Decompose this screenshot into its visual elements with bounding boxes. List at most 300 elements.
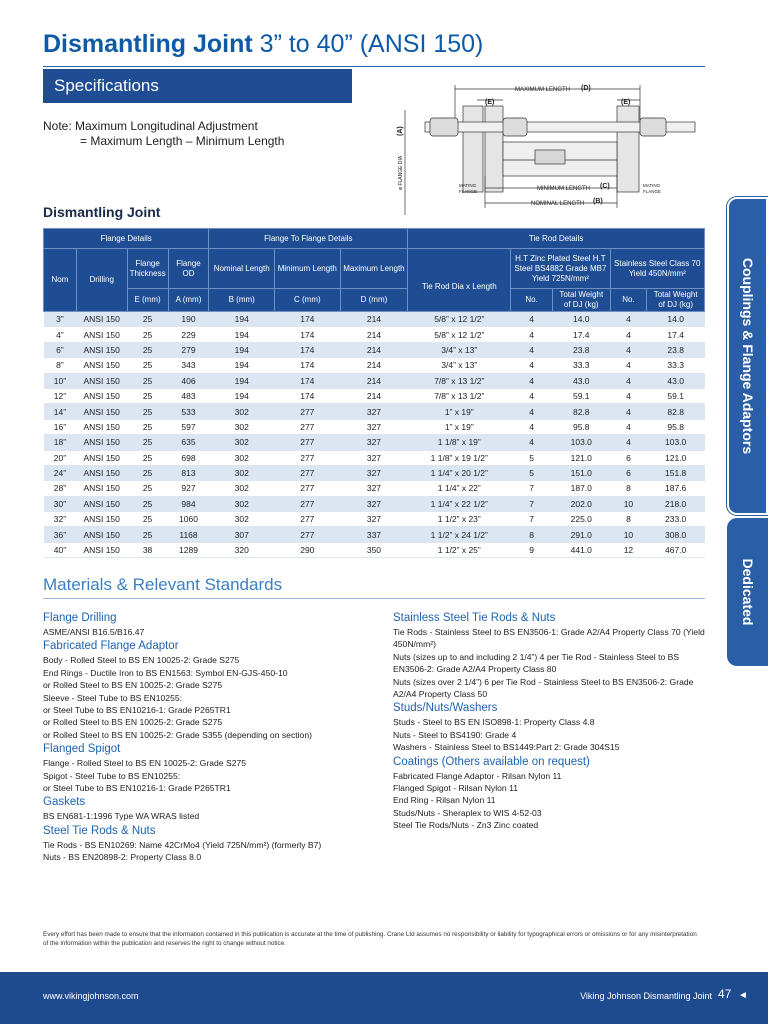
table-cell: 214 [340, 358, 408, 373]
materials-line: End Ring - Rilsan Nylon 11 [393, 795, 496, 806]
table-cell: 10” [44, 373, 77, 388]
table-cell: 14.0 [647, 312, 705, 327]
table-cell: 277 [275, 450, 341, 465]
table-cell: 4 [610, 327, 647, 342]
table-cell: 25 [127, 388, 168, 403]
diagram-e-left-label: (E) [485, 99, 495, 106]
table-cell: 1” x 19” [408, 419, 511, 434]
table-cell: 4 [610, 342, 647, 357]
col-ht-steel: H.T Zinc Plated Steel H.T Steel BS4882 Grade MB7 Yield 725N/mm² [511, 249, 610, 289]
table-cell: ANSI 150 [76, 419, 127, 434]
disclaimer: Every effort has been made to ensure that the information contained in this publication is accurate at the time of publishing. Crane Ltd assumes no responsibility or liability for typographical errors or omissions or for any misinterpretation of the information within the publication and reserves the right to change without notice. [43, 931, 697, 947]
table-cell: 194 [209, 358, 275, 373]
title-divider [43, 66, 705, 67]
table-cell: 927 [168, 481, 209, 496]
materials-line: or Rolled Steel to BS EN 10025-2: Grade S275 [43, 680, 223, 691]
table-cell: 12 [610, 542, 647, 557]
note-line2: = Maximum Length – Minimum Length [80, 134, 285, 148]
diagram-b-label: (B) [593, 198, 603, 205]
materials-line: Studs - Steel to BS EN ISO898-1: Property Class 4.8 [393, 717, 595, 728]
table-cell: 320 [209, 542, 275, 557]
arrow-left-icon: ◄ [738, 990, 748, 1001]
table-cell: 813 [168, 465, 209, 480]
table-cell: 984 [168, 496, 209, 511]
table-cell: 36” [44, 527, 77, 542]
table-row [44, 465, 705, 480]
table-cell: ANSI 150 [76, 435, 127, 450]
table-row [44, 419, 705, 434]
materials-line: Tie Rods - Stainless Steel to BS EN3506-1: Grade A2/A4 Property Class 70 (Yield 450N/mm²) [393, 627, 708, 650]
table-cell: 214 [340, 327, 408, 342]
col-c-mm: C (mm) [275, 289, 341, 312]
materials-line: Nuts - BS EN20898-2: Property Class 8.0 [43, 852, 202, 863]
materials-line: Spigot - Steel Tube to BS EN10255: [43, 770, 181, 781]
table-cell: 194 [209, 312, 275, 327]
table-row [44, 512, 705, 527]
table-cell: 307 [209, 527, 275, 542]
page-title [43, 30, 483, 59]
table-cell: 23.8 [647, 342, 705, 357]
table-cell: 4” [44, 327, 77, 342]
table-cell: 327 [340, 512, 408, 527]
materials-line: Flanged Spigot - Rilsan Nylon 11 [393, 783, 518, 794]
table-cell: 151.0 [552, 465, 610, 480]
table-row [44, 342, 705, 357]
materials-subheading: Studs/Nuts/Washers [393, 702, 498, 715]
table-cell: 14.0 [552, 312, 610, 327]
table-row [44, 327, 705, 342]
table-cell: 25 [127, 342, 168, 357]
table-cell: 277 [275, 496, 341, 511]
table-cell: 279 [168, 342, 209, 357]
table-cell: ANSI 150 [76, 512, 127, 527]
table-cell: 4 [511, 435, 553, 450]
table-cell: 6” [44, 342, 77, 357]
specifications-table [43, 228, 705, 558]
col-minimum-length: Minimum Length [275, 249, 341, 289]
table-cell: 302 [209, 496, 275, 511]
materials-line: Nuts (sizes over 2 1/4”) 6 per Tie Rod - Stainless Steel to BS EN3506-2: Grade A2/A4 Property Class 50 [393, 676, 696, 700]
table-cell: 25 [127, 512, 168, 527]
table-cell: 302 [209, 465, 275, 480]
group-tie-rod-details: Tie Rod Details [408, 229, 705, 249]
table-cell: ANSI 150 [76, 465, 127, 480]
table-cell: 25 [127, 435, 168, 450]
table-cell: 302 [209, 481, 275, 496]
table-cell: 3/4” x 13” [408, 358, 511, 373]
materials-subheading: Gaskets [43, 796, 86, 809]
table-cell: 277 [275, 404, 341, 419]
table-cell: ANSI 150 [76, 358, 127, 373]
table-cell: 1 1/4” x 20 1/2” [408, 465, 511, 480]
table-cell: 6 [610, 465, 647, 480]
col-ht-no: No. [511, 289, 553, 312]
table-cell: 95.8 [552, 419, 610, 434]
table-cell: 10 [610, 496, 647, 511]
table-cell: 7 [511, 496, 553, 511]
materials-subheading: Flanged Spigot [43, 743, 121, 756]
table-cell: 82.8 [552, 404, 610, 419]
materials-line: or Rolled Steel to BS EN 10025-2: Grade S355 (depending on section) [43, 729, 312, 740]
table-cell: 214 [340, 342, 408, 357]
materials-line: Sleeve - Steel Tube to BS EN10255: [43, 692, 183, 703]
table-cell: 1168 [168, 527, 209, 542]
table-cell: 33.3 [552, 358, 610, 373]
table-cell: 327 [340, 404, 408, 419]
table-cell: 23.8 [552, 342, 610, 357]
table-cell: 202.0 [552, 496, 610, 511]
col-ss-steel: Stainless Steel Class 70 Yield 450N/mm² [610, 249, 704, 289]
table-cell: 4 [610, 312, 647, 327]
materials-line: ASME/ANSI B16.5/B16.47 [43, 627, 145, 637]
table-cell: 8 [610, 512, 647, 527]
table-cell: 151.8 [647, 465, 705, 480]
col-tie-rod-dia: Tie Rod Dia x Length [408, 249, 511, 312]
table-cell: ANSI 150 [76, 327, 127, 342]
page-title-rest: 3” to 40” (ANSI 150) [252, 30, 484, 58]
group-flange-details: Flange Details [44, 229, 209, 249]
table-cell: 4 [610, 358, 647, 373]
materials-line: Fabricated Flange Adaptor - Rilsan Nylon 11 [393, 770, 562, 781]
table-cell: ANSI 150 [76, 481, 127, 496]
table-cell: 95.8 [647, 419, 705, 434]
table-cell: 277 [275, 512, 341, 527]
table-cell: 25 [127, 419, 168, 434]
table-cell: 350 [340, 542, 408, 557]
materials-subheading: Stainless Steel Tie Rods & Nuts [393, 612, 556, 624]
table-cell: 291.0 [552, 527, 610, 542]
table-cell: 214 [340, 373, 408, 388]
table-cell: 4 [511, 312, 553, 327]
table-cell: 25 [127, 527, 168, 542]
table-cell: 30” [44, 496, 77, 511]
table-cell: 174 [275, 358, 341, 373]
diagram-max-length-label: MAXIMUM LENGTH [515, 87, 571, 93]
table-cell: 1 1/8” x 19 1/2” [408, 450, 511, 465]
diagram-a-label: (A) [397, 126, 404, 136]
dismantling-joint-heading: Dismantling Joint [43, 204, 161, 220]
table-cell: 4 [511, 373, 553, 388]
footer [0, 972, 768, 1024]
table-row [44, 450, 705, 465]
diagram-mating-right-2: FLANGE [643, 189, 662, 194]
table-cell: 25 [127, 373, 168, 388]
col-b-mm: B (mm) [209, 289, 275, 312]
materials-left-column [43, 610, 378, 864]
table-cell: 17.4 [552, 327, 610, 342]
table-cell: 25 [127, 327, 168, 342]
table-cell: 6 [610, 450, 647, 465]
col-nom: Nom [44, 249, 77, 312]
table-cell: 4 [511, 419, 553, 434]
materials-divider [43, 598, 705, 599]
group-flange-to-flange: Flange To Flange Details [209, 229, 408, 249]
table-cell: 4 [610, 435, 647, 450]
table-cell: 194 [209, 388, 275, 403]
diagram-d-label: (D) [581, 85, 591, 92]
table-cell: 59.1 [552, 388, 610, 403]
table-cell: 302 [209, 419, 275, 434]
table-cell: 3/4” x 13” [408, 342, 511, 357]
materials-line: Nuts (sizes up to and including 2 1/4”) 4 per Tie Rod - Stainless Steel to BS EN3506-2: Grade A2/A4 Property Class 80 [393, 651, 682, 675]
table-cell: 5/8” x 12 1/2” [408, 327, 511, 342]
materials-subheading: Steel Tie Rods & Nuts [43, 824, 156, 837]
table-cell: 25 [127, 358, 168, 373]
table-cell: 190 [168, 312, 209, 327]
table-row [44, 358, 705, 373]
materials-line: Nuts - Steel to BS4190: Grade 4 [393, 729, 517, 740]
materials-line: or Rolled Steel to BS EN 10025-2: Grade S275 [43, 717, 223, 728]
diagram-e-right-label: (E) [621, 99, 631, 106]
table-cell: 7 [511, 481, 553, 496]
table-cell: 327 [340, 481, 408, 496]
table-cell: 277 [275, 419, 341, 434]
materials-line: Steel Tie Rods/Nuts - Zn3 Zinc coated [393, 820, 539, 831]
table-cell: 43.0 [647, 373, 705, 388]
col-ht-weight: Total Weight of DJ (kg) [552, 289, 610, 312]
table-cell: 327 [340, 496, 408, 511]
table-cell: 214 [340, 312, 408, 327]
table-cell: 225.0 [552, 512, 610, 527]
materials-line: BS EN681-1:1996 Type WA WRAS listed [43, 811, 200, 822]
table-cell: 1 1/2” x 25” [408, 542, 511, 557]
table-cell: 10 [610, 527, 647, 542]
table-cell: 327 [340, 419, 408, 434]
page-title-bold: Dismantling Joint [43, 30, 253, 58]
table-cell: 8 [610, 481, 647, 496]
col-d-mm: D (mm) [340, 289, 408, 312]
table-cell: 4 [610, 419, 647, 434]
table-cell: 302 [209, 435, 275, 450]
materials-line: Studs/Nuts - Sheraplex to WIS 4-52-03 [393, 807, 542, 818]
table-cell: 327 [340, 450, 408, 465]
col-ss-no: No. [610, 289, 647, 312]
table-row [44, 373, 705, 388]
table-cell: 20” [44, 450, 77, 465]
table-cell: 25 [127, 481, 168, 496]
materials-line: Body - Rolled Steel to BS EN 10025-2: Grade S275 [43, 655, 240, 666]
table-cell: 5 [511, 465, 553, 480]
table-row [44, 404, 705, 419]
materials-line: or Steel Tube to BS EN10216-1: Grade P265TR1 [43, 783, 231, 794]
table-cell: 327 [340, 465, 408, 480]
col-e-mm: E (mm) [127, 289, 168, 312]
table-cell: 25 [127, 450, 168, 465]
table-cell: 233.0 [647, 512, 705, 527]
diagram-mating-left-2: FLANGE [459, 189, 478, 194]
table-cell: ANSI 150 [76, 312, 127, 327]
table-cell: 25 [127, 404, 168, 419]
table-cell: 18” [44, 435, 77, 450]
side-tab-dedicated[interactable] [727, 518, 768, 666]
col-flange-od: Flange OD [168, 249, 209, 289]
materials-subheading: Coatings (Others available on request) [393, 755, 590, 768]
table-cell: 174 [275, 342, 341, 357]
table-cell: 302 [209, 450, 275, 465]
diagram-mating-right-1: MATING [643, 183, 661, 188]
table-cell: 1 1/8” x 19” [408, 435, 511, 450]
table-cell: 103.0 [647, 435, 705, 450]
table-cell: 9 [511, 542, 553, 557]
materials-subheading: Flange Drilling [43, 612, 117, 624]
table-cell: 25 [127, 465, 168, 480]
table-cell: 4 [511, 327, 553, 342]
table-row [44, 527, 705, 542]
table-cell: ANSI 150 [76, 388, 127, 403]
table-cell: 277 [275, 465, 341, 480]
table-cell: 40” [44, 542, 77, 557]
table-cell: 7/8” x 13 1/2” [408, 388, 511, 403]
table-cell: 290 [275, 542, 341, 557]
table-cell: 12” [44, 388, 77, 403]
table-cell: 103.0 [552, 435, 610, 450]
table-cell: 121.0 [647, 450, 705, 465]
page-number: 47 [718, 987, 732, 1001]
table-cell: 17.4 [647, 327, 705, 342]
table-cell: 302 [209, 512, 275, 527]
table-cell: ANSI 150 [76, 450, 127, 465]
table-cell: 43.0 [552, 373, 610, 388]
footer-product-name: Viking Johnson Dismantling Joint [580, 991, 712, 1001]
side-tab-couplings-label: Couplings & Flange Adaptors [739, 257, 756, 455]
table-cell: 187.0 [552, 481, 610, 496]
table-cell: 14” [44, 404, 77, 419]
table-cell: 214 [340, 388, 408, 403]
table-row [44, 435, 705, 450]
table-cell: 635 [168, 435, 209, 450]
table-row [44, 312, 705, 327]
table-cell: 1289 [168, 542, 209, 557]
table-row [44, 481, 705, 496]
table-cell: 4 [511, 358, 553, 373]
table-cell: 8” [44, 358, 77, 373]
table-cell: ANSI 150 [76, 342, 127, 357]
table-cell: 533 [168, 404, 209, 419]
table-cell: 32” [44, 512, 77, 527]
col-maximum-length: Maximum Length [340, 249, 408, 289]
table-cell: 698 [168, 450, 209, 465]
table-cell: ANSI 150 [76, 527, 127, 542]
table-cell: 277 [275, 481, 341, 496]
materials-right-column [393, 610, 708, 832]
materials-line: Tie Rods - BS EN10269: Name 42CrMo4 (Yield 725N/mm²) (formerly B7) [43, 839, 322, 850]
table-cell: 302 [209, 404, 275, 419]
dismantling-joint-diagram [385, 80, 707, 220]
materials-line: Washers - Stainless Steel to BS1449:Part 2: Grade 304S15 [393, 742, 620, 753]
col-flange-thickness: Flange Thickness [127, 249, 168, 289]
table-cell: 5 [511, 450, 553, 465]
table-cell: 337 [340, 527, 408, 542]
table-cell: 1” x 19” [408, 404, 511, 419]
table-cell: 174 [275, 312, 341, 327]
specifications-bar: Specifications [43, 69, 352, 103]
footer-url[interactable]: www.vikingjohnson.com [43, 991, 139, 1001]
table-cell: 277 [275, 527, 341, 542]
table-cell: ANSI 150 [76, 496, 127, 511]
diagram-min-length-label: MINIMUM LENGTH [537, 186, 590, 192]
table-cell: 16” [44, 419, 77, 434]
table-cell: 82.8 [647, 404, 705, 419]
table-cell: 174 [275, 327, 341, 342]
table-cell: 7/8” x 13 1/2” [408, 373, 511, 388]
table-cell: 7 [511, 512, 553, 527]
note-line1: Note: Maximum Longitudinal Adjustment [43, 119, 258, 133]
table-cell: 194 [209, 342, 275, 357]
table-cell: 1 1/2” x 23” [408, 512, 511, 527]
table-cell: 1 1/2” x 24 1/2” [408, 527, 511, 542]
table-cell: 25 [127, 312, 168, 327]
note [43, 119, 284, 149]
table-row [44, 496, 705, 511]
diagram-nom-length-label: NOMINAL LENGTH [531, 201, 585, 207]
col-nominal-length: Nominal Length [209, 249, 275, 289]
table-cell: 1 1/4” x 22 1/2” [408, 496, 511, 511]
table-cell: 406 [168, 373, 209, 388]
table-cell: 308.0 [647, 527, 705, 542]
table-cell: 5/8” x 12 1/2” [408, 312, 511, 327]
table-cell: 28” [44, 481, 77, 496]
table-cell: 327 [340, 435, 408, 450]
table-row [44, 388, 705, 403]
table-cell: 467.0 [647, 542, 705, 557]
table-cell: 218.0 [647, 496, 705, 511]
table-cell: 441.0 [552, 542, 610, 557]
table-cell: 229 [168, 327, 209, 342]
table-cell: 194 [209, 327, 275, 342]
col-drilling: Drilling [76, 249, 127, 312]
table-row [44, 542, 705, 557]
table-cell: 121.0 [552, 450, 610, 465]
side-tab-dedicated-label: Dedicated [739, 558, 756, 626]
table-cell: 24” [44, 465, 77, 480]
table-cell: 59.1 [647, 388, 705, 403]
table-cell: ANSI 150 [76, 373, 127, 388]
table-cell: 4 [610, 373, 647, 388]
diagram-mating-left-1: MATING [459, 183, 477, 188]
table-cell: 4 [610, 388, 647, 403]
table-cell: 4 [511, 388, 553, 403]
table-cell: 4 [511, 342, 553, 357]
table-cell: 33.3 [647, 358, 705, 373]
diagram-c-label: (C) [600, 183, 610, 190]
table-cell: ANSI 150 [76, 404, 127, 419]
table-cell: ANSI 150 [76, 542, 127, 557]
col-ss-weight: Total Weight of DJ (kg) [647, 289, 705, 312]
materials-heading: Materials & Relevant Standards [43, 575, 283, 594]
table-cell: 4 [610, 404, 647, 419]
materials-line: End Rings - Ductile Iron to BS EN1563: Symbol EN-GJS-450-10 [43, 667, 288, 678]
materials-line: or Steel Tube to BS EN10216-1: Grade P265TR1 [43, 705, 231, 716]
table-cell: 1 1/4” x 22” [408, 481, 511, 496]
table-cell: 174 [275, 373, 341, 388]
table-cell: 597 [168, 419, 209, 434]
materials-subheading: Fabricated Flange Adaptor [43, 640, 179, 653]
table-cell: 3” [44, 312, 77, 327]
table-cell: 8 [511, 527, 553, 542]
table-cell: 277 [275, 435, 341, 450]
col-a-mm: A (mm) [168, 289, 209, 312]
diagram-flange-dia-label: ø FLANGE DIA [398, 155, 404, 190]
table-cell: 1060 [168, 512, 209, 527]
materials-line: Flange - Rolled Steel to BS EN 10025-2: Grade S275 [43, 758, 247, 769]
table-cell: 25 [127, 496, 168, 511]
table-cell: 174 [275, 388, 341, 403]
table-cell: 194 [209, 373, 275, 388]
table-cell: 187.6 [647, 481, 705, 496]
side-tab-couplings[interactable] [727, 197, 768, 515]
table-cell: 343 [168, 358, 209, 373]
table-cell: 483 [168, 388, 209, 403]
